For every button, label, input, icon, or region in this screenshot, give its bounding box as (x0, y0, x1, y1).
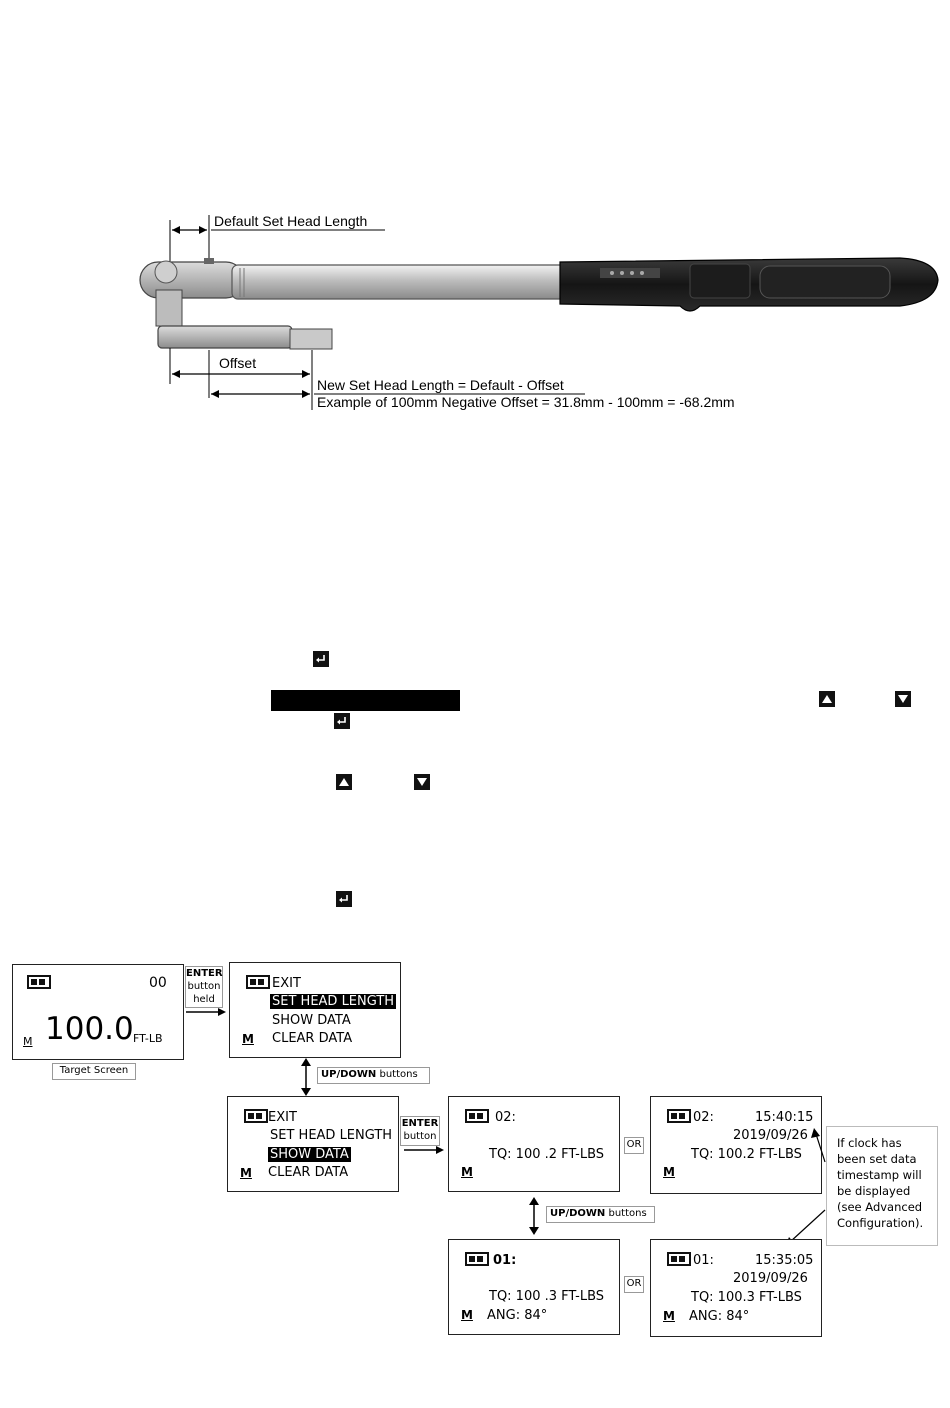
redacted-bar (271, 690, 460, 711)
record-time: 15:35:05 (755, 1253, 814, 1268)
offset-label: Offset (219, 355, 257, 371)
arrow-right-1 (186, 1006, 228, 1018)
data-screen-02 (448, 1096, 620, 1192)
record-index: 01: (493, 1253, 517, 1268)
default-head-length-label: Default Set Head Length (214, 213, 368, 229)
arrow-right-2 (404, 1144, 446, 1156)
up-arrow-icon (336, 774, 352, 790)
target-screen-caption: Target Screen (52, 1063, 136, 1080)
data-screen-01-timestamp (650, 1239, 822, 1337)
offset-extension (158, 326, 292, 348)
battery-icon (246, 975, 270, 989)
formula-label: New Set Head Length = Default - Offset (317, 377, 564, 393)
socket-drive (156, 290, 182, 326)
enter-button-label (400, 1116, 440, 1146)
battery-icon (465, 1109, 489, 1123)
updown-label-1 (317, 1067, 430, 1084)
menu-item-show-data: SHOW DATA (270, 1147, 349, 1162)
battery-icon (667, 1109, 691, 1123)
mode-indicator: M (461, 1165, 473, 1179)
counter: 00 (149, 975, 167, 991)
menu-item-set-head-length: SET HEAD LENGTH (272, 994, 395, 1009)
updown-rest: buttons (376, 1069, 418, 1080)
enter-icon (334, 713, 350, 729)
enter-word: ENTER (186, 968, 223, 979)
record-time: 15:40:15 (755, 1110, 814, 1125)
record-index: 02: (495, 1110, 516, 1125)
menu-item-clear-data: CLEAR DATA (272, 1031, 353, 1046)
torque-reading: TQ: 100 .2 FT-LBS (489, 1147, 605, 1162)
battery-icon (244, 1109, 268, 1123)
record-index: 02: (693, 1110, 714, 1125)
angle-reading: ANG: 84° (689, 1309, 750, 1324)
updown-rest: buttons (605, 1208, 647, 1219)
enter-held-label (185, 966, 223, 1008)
mode-indicator: M (663, 1309, 675, 1323)
wrench-shaft (232, 265, 572, 299)
or-label-1: OR (624, 1137, 644, 1154)
record-index: 01: (693, 1253, 714, 1268)
enter-word: ENTER (401, 1118, 439, 1129)
enter-icon (313, 651, 329, 667)
menu-item-clear-data: CLEAR DATA (268, 1165, 349, 1180)
battery-icon (465, 1252, 489, 1266)
held-word: held (193, 994, 215, 1005)
angle-reading: ANG: 84° (487, 1308, 548, 1323)
updown-label-2 (546, 1206, 655, 1223)
wrench-diagram (0, 0, 950, 430)
note-arrows (770, 1120, 830, 1250)
menu-item-exit: EXIT (268, 1110, 297, 1125)
mode-indicator: M (242, 1032, 254, 1046)
menu-item-set-head-length: SET HEAD LENGTH (270, 1128, 393, 1143)
torque-reading: TQ: 100.2 FT-LBS (691, 1147, 802, 1162)
down-arrow-icon (895, 691, 911, 707)
updown-bold: UP/DOWN (550, 1208, 606, 1219)
mode-indicator: M (663, 1165, 675, 1179)
up-arrow-icon (819, 691, 835, 707)
battery-icon (667, 1252, 691, 1266)
record-date: 2019/09/26 (733, 1128, 808, 1143)
updown-arrow-1 (298, 1058, 314, 1096)
menu-screen-show-data (227, 1096, 399, 1192)
torque-reading: TQ: 100 .3 FT-LBS (489, 1289, 605, 1304)
mode-indicator: M (23, 1035, 33, 1048)
record-date: 2019/09/26 (733, 1271, 808, 1286)
torque-reading: TQ: 100.3 FT-LBS (691, 1290, 802, 1305)
timestamp-note: If clock has been set data timestamp will be displayed (see Advanced Configuration). (826, 1126, 938, 1246)
battery-icon (27, 975, 51, 989)
enter-icon (336, 891, 352, 907)
torque-value: 100.0 (45, 1011, 134, 1047)
mode-indicator: M (240, 1166, 252, 1180)
updown-bold: UP/DOWN (321, 1069, 377, 1080)
target-screen (12, 964, 184, 1060)
or-label-2: OR (624, 1276, 644, 1293)
menu-item-exit: EXIT (272, 976, 301, 991)
button-word: button (187, 981, 221, 992)
down-arrow-icon (414, 774, 430, 790)
mode-indicator: M (461, 1308, 473, 1322)
menu-screen-set-head (229, 962, 401, 1058)
torque-unit: FT-LB (133, 1032, 163, 1045)
example-label: Example of 100mm Negative Offset = 31.8mm - 100mm = -68.2mm (317, 394, 735, 410)
updown-arrow-2 (526, 1197, 542, 1235)
menu-item-show-data: SHOW DATA (272, 1013, 351, 1028)
button-word: button (403, 1131, 437, 1142)
data-screen-01 (448, 1239, 620, 1335)
